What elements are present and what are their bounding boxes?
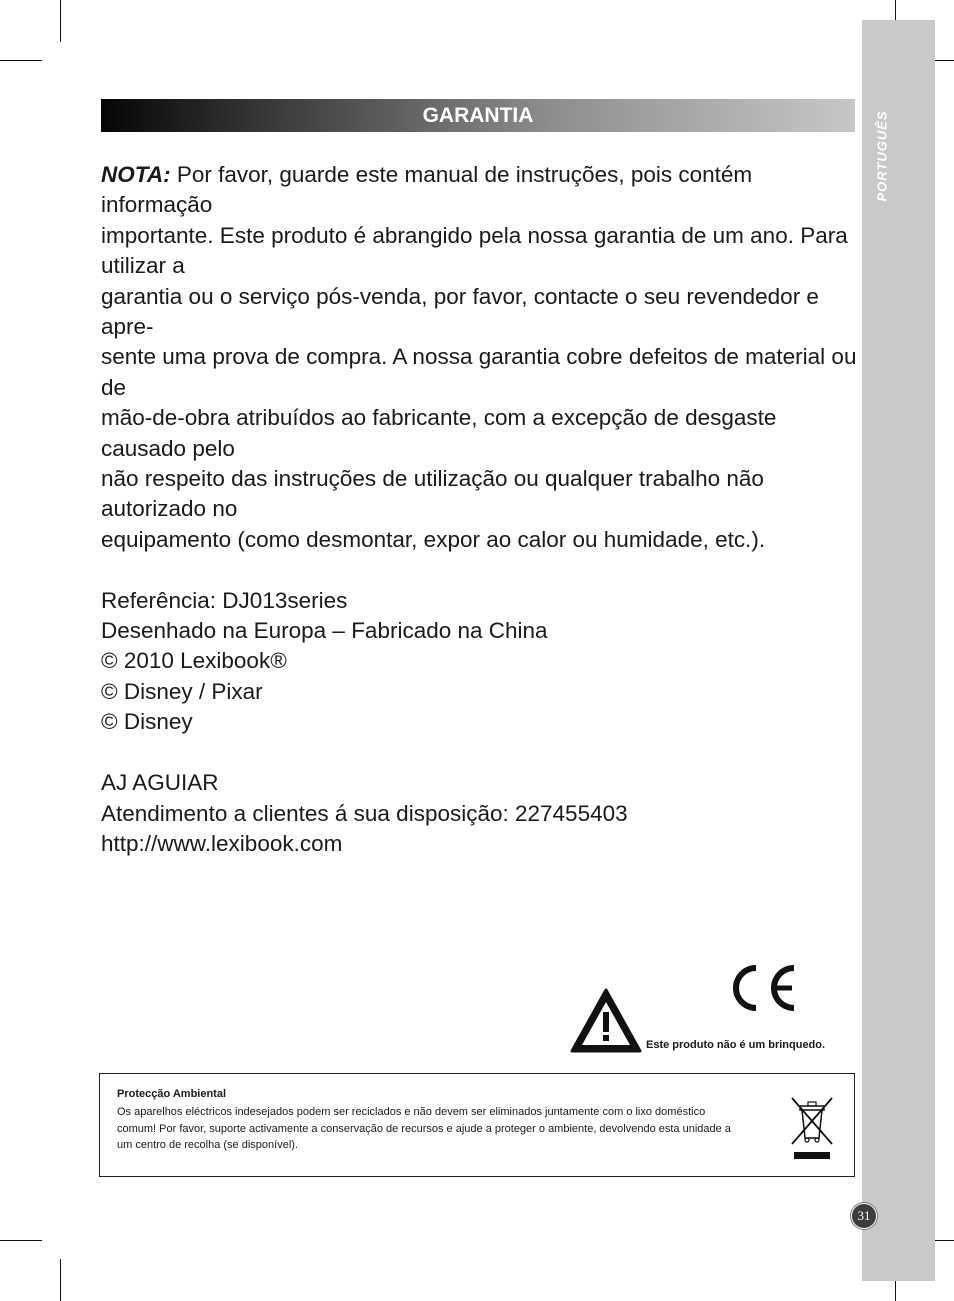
language-label-text: PORTUGUÊS: [874, 110, 890, 202]
note-line: não respeito das instruções de utilização ou qualquer trabalho não autorizado no: [101, 466, 764, 522]
ce-mark-icon: [726, 962, 798, 1014]
environment-text: Os aparelhos eléctricos indesejados podem ser reciclados e não devem ser eliminados juntamente com o lixo doméstico comum! Por favor, suporte activamente a conservação de recursos e ajude a proteger o ambiente, devolvendo esta unidade a um centro de recolha (se disponível).: [117, 1106, 731, 1151]
section-heading-bar: [101, 99, 855, 132]
environment-notice-box: [99, 1073, 855, 1177]
warning-triangle-icon: [570, 988, 642, 1054]
crop-mark: [0, 60, 42, 61]
origin-line: Desenhado na Europa – Fabricado na China: [101, 618, 548, 644]
page-number: 31: [851, 1203, 877, 1229]
note-line: sente uma prova de compra. A nossa garantia cobre defeitos de material ou de: [101, 344, 857, 400]
crop-mark: [60, 0, 61, 42]
crop-mark: [60, 1259, 61, 1301]
warranty-text: [101, 160, 861, 859]
section-heading: GARANTIA: [422, 104, 534, 127]
note-line: garantia ou o serviço pós-venda, por favor, contacte o seu revendedor e apre-: [101, 283, 819, 340]
crop-mark: [0, 1240, 42, 1241]
crossed-bin-icon: [788, 1094, 836, 1162]
copyright-disney-pixar: © Disney / Pixar: [101, 678, 263, 704]
language-label: [872, 96, 892, 216]
distributor-name: AJ AGUIAR: [101, 770, 219, 796]
not-a-toy-warning: Este produto não é um brinquedo.: [646, 1039, 826, 1051]
note-line: NOTA: Por favor, guarde este manual de instruções, pois contém informação: [101, 162, 753, 218]
note-line: equipamento (como desmontar, expor ao calor ou humidade, etc.).: [101, 526, 766, 552]
product-reference: Referência: DJ013series: [101, 587, 348, 613]
copyright-lexibook: © 2010 Lexibook®: [101, 648, 287, 674]
note-line: importante. Este produto é abrangido pela nossa garantia de um ano. Para utilizar a: [101, 222, 848, 279]
environment-title: Protecção Ambiental: [117, 1088, 227, 1100]
customer-service-line: Atendimento a clientes á sua disposição: 227455403: [101, 800, 628, 826]
copyright-disney: © Disney: [101, 709, 193, 735]
website-link[interactable]: http://www.lexibook.com: [101, 830, 343, 856]
note-line: mão-de-obra atribuídos ao fabricante, com a excepção de desgaste causado pelo: [101, 405, 777, 461]
note-label: NOTA:: [101, 162, 171, 187]
